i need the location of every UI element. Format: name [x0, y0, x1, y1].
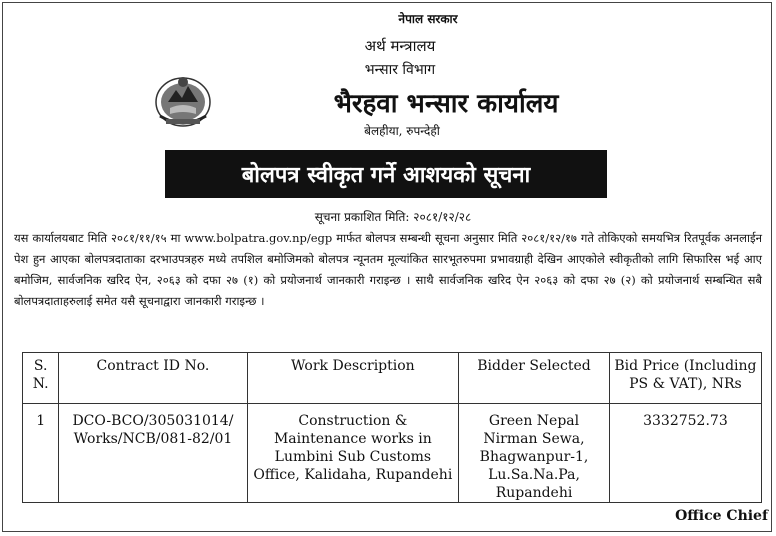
cell-sn: 1 — [23, 404, 59, 503]
bid-table — [22, 352, 762, 503]
cell-bid-price: 3332752.73 — [609, 404, 761, 503]
published-date: सूचना प्रकाशित मिति: २०८१/१२/२८ — [314, 210, 472, 224]
cell-work-description: Construction & Maintenance works in Lumbini Sub Customs Office, Kalidaha, Rupandehi — [247, 404, 459, 503]
signature: Office Chief — [675, 508, 768, 524]
ministry-heading: अर्थ मन्त्रालय — [364, 37, 436, 55]
office-title: भैरहवा भन्सार कार्यालय — [333, 89, 559, 119]
office-location: बेलहीया, रुपन्देही — [364, 124, 440, 138]
header-bid-price: Bid Price (Including PS & VAT), NRs — [609, 353, 761, 404]
cell-contract-id: DCO-BCO/305031014/ Works/NCB/081-82/01 — [59, 404, 247, 503]
notice-title: बोलपत्र स्वीकृत गर्ने आशयको सूचना — [241, 163, 531, 188]
header-sn: S. N. — [23, 353, 59, 404]
notice-body: यस कार्यालयबाट मिति २०८१/११/१५ मा www.bolpatra.gov.np/egp मार्फत बोलपत्र सम्बन्धी सूचना अनुसार मिति २०८१/१२/१७ गते तोकिएको समयभित्र रितपूर्वक अनलाईन पेश हुन आएका बोलपत्रदाताका दरभाउपत्रहरु मध्ये तपशिल बमोजिमको बोलपत्र न्यूनतम मूल्यांकित सारभूतरुपमा प्रभावग्राही देखिन आएकोले स्वीकृतीको लागि सिफारिस भई आए बमोजिम, सार्वजनिक खरिद ऐन, २०६३ को दफा २७ (१) को प्रयोजनार्थ जानकारी गराइन्छ । साथै सार्वजनिक खरिद ऐन २०६३ को दफा २७ (२) को प्रयोजनार्थ सम्बन्धित सबै बोलपत्रदाताहरुलाई समेत यसै सूचनाद्वारा जानकारी गराइन्छ । — [14, 231, 762, 308]
header-work-description: Work Description — [247, 353, 459, 404]
header-contract-id: Contract ID No. — [59, 353, 247, 404]
department-heading: भन्सार विभाग — [364, 62, 436, 78]
table-row — [23, 404, 762, 503]
government-heading: नेपाल सरकार — [398, 12, 458, 26]
notice-title-banner — [165, 150, 607, 198]
header-bidder-selected: Bidder Selected — [459, 353, 610, 404]
table-header-row — [23, 353, 762, 404]
cell-bidder: Green Nepal Nirman Sewa, Bhagwanpur-1, Lu.Sa.Na.Pa, Rupandehi — [459, 404, 610, 503]
